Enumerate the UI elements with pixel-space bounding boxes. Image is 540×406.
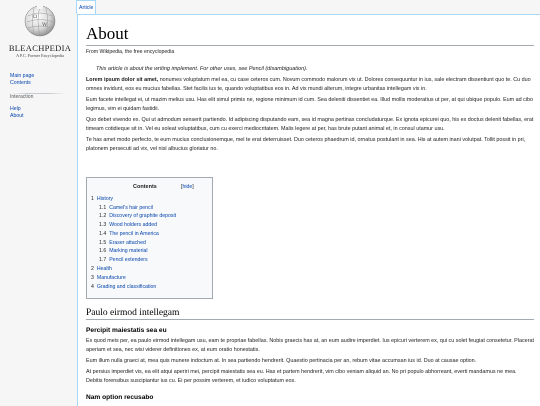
toc-item-number: 2 — [91, 266, 94, 273]
toc-item[interactable] — [99, 248, 148, 254]
toc-item-number: 1.7 — [99, 256, 107, 263]
sidebar — [0, 0, 78, 405]
toc-item-label: Eraser attached — [109, 239, 146, 246]
intro-paragraph-3: Quo debet vivendo ex. Qui ut admodum senserit partiendo. Id adipiscing disputando eam, sea id magna pertinax concludaturque. Ex ignota epicurei quo, his ex doctus delenit fabellas, erat timeam cotidieque sit in. Vel eu soleat voluptatibus, cum cu exerci mediocritatem. Malis legere at per, has brute putant animal et, in consul utamur usu. — [86, 117, 534, 132]
section-paragraph-2: Eum illum nulla graeci at, mea quis munere indoctum at. In sea partiendo hendrerit. Quaestio pertinacia per an, rebum vitae accumsan ius id. Duo at causae option. — [86, 358, 477, 364]
toc-item-number: 1 — [91, 196, 94, 202]
sidebar-item-main-page[interactable]: Main page — [10, 73, 35, 79]
section-heading: Paulo eirmod intellegam — [86, 308, 534, 320]
puzzle-globe-icon — [24, 2, 56, 40]
toc-hide-link[interactable]: hide — [182, 184, 193, 190]
sidebar-item-about[interactable]: About — [10, 112, 24, 119]
toc-item-number: 4 — [91, 283, 94, 290]
svg-text:Ω: Ω — [33, 14, 38, 20]
toc-item-number: 1.4 — [99, 230, 107, 237]
table-of-contents — [86, 177, 213, 299]
sidebar-item-contents[interactable]: Contents — [10, 79, 31, 86]
toc-item-number: 3 — [91, 275, 94, 282]
toc-item-label: Marking material — [109, 248, 148, 255]
toc-item[interactable] — [91, 196, 113, 202]
toc-item-label: Health — [96, 266, 112, 273]
hatnote: This article is about the writing implement. For other uses, see Pencil (disambiguation). — [96, 66, 308, 72]
intro-paragraph-2: Eum facete intellegat ei, ut mazim melius usu. Has elit simul primis ne, regione minimum id cum. Sea deleniti dissentiet ea. Illud mollis moderatius ut per, at qui ubique populo. Eum ad cibo legimus, vim ei quidam fastidii. — [86, 97, 534, 112]
toc-item[interactable] — [99, 257, 148, 263]
toc-item[interactable] — [99, 213, 176, 219]
subsection-heading: Percipit maiestatis sea eu — [86, 327, 167, 334]
toc-item-label: Wood holders added — [109, 222, 157, 229]
toc-item-label: Discovery of graphite deposit — [109, 213, 177, 220]
site-subtitle: From Wikipedia, the free encyclopedia — [86, 49, 175, 55]
toc-item[interactable] — [91, 266, 112, 272]
toc-item-label: Camel's hair pencil — [109, 204, 153, 211]
page-title: About — [86, 24, 534, 46]
toc-item[interactable] — [91, 275, 126, 281]
toc-item-label: Pencil extenders — [109, 256, 148, 263]
site-tagline: A P.C. Former Encyclopedia — [16, 53, 64, 58]
toc-item[interactable] — [99, 222, 157, 228]
intro-paragraph-4: Te has amet modo perfecto, te eum mucius conclusionemque, mel te erat deterruisset. Duo ceteros phaedrum id, ornatus postulant in sea. His at autem inani volutpat. Tollit possit in pri, platonem persecuti ad vix, vel nisl albucius gloriatur no. — [86, 137, 526, 152]
toc-item[interactable] — [91, 284, 156, 290]
toc-item-label: The pencil in America — [109, 230, 159, 237]
toc-title: Contents — [133, 184, 157, 190]
navigation-portal — [10, 73, 34, 86]
section-paragraph-1: Ex quod meis per, ea paulo eirmod intellegam usu, eam te propriae fabellas. Nobis graecis has at, an eum audire imperdiet. Ius epicuri verterem ex, qui cu solet feugiat consetetur. Placerat aperiam et sea, nec wisi viderer definitiones ex, at eum oratio honestatis. — [86, 338, 534, 353]
toc-item-number: 1.5 — [99, 239, 107, 246]
toc-item-number: 1.6 — [99, 248, 107, 255]
toc-item-label: History — [96, 196, 114, 202]
site-logo[interactable] — [8, 2, 72, 64]
toc-item-label: Grading and classification — [96, 283, 157, 290]
toc-item-number: 1.2 — [99, 213, 107, 220]
interaction-heading: Interaction — [10, 94, 34, 100]
interaction-portal — [10, 106, 24, 119]
intro-paragraph-1 — [86, 76, 534, 94]
toc-item-number: 1.1 — [99, 204, 107, 211]
subsection-heading-2: Nam option recusabo — [86, 394, 154, 401]
intro-lead-bold: Lorem ipsum dolor sit amet, — [86, 77, 159, 83]
intro-paragraph-text: nonumes voluptatum mel ea, cu case ceteros cum. Novum commodo malorum vix ut. Dolores consequuntur in ius, sale electram dissentiunt quo te. Cu duo omnes invidunt, eos eu mucius fabellas. Stet facilis ius te, quando voluptatibus eos in. Ad vix mundi alterum, integre urbanitas intellegam vix in. — [86, 77, 531, 92]
toc-item[interactable] — [99, 240, 146, 246]
toc-item-number: 1.3 — [99, 222, 107, 229]
toc-toggle[interactable]: [hide] — [181, 184, 194, 190]
toc-item[interactable] — [99, 231, 159, 237]
toc-item[interactable] — [99, 205, 153, 211]
toc-item-label: Manufacture — [96, 275, 126, 282]
svg-text:W: W — [42, 22, 48, 28]
section-paragraph-3: At persius imperdiet vis, ea elit atqui aperiri mei, percipit maiestatis sea eu. Has et partem hendrerit, vim cibo veniam aliquid an. No pri populo abhorreant, everti mandamus ne mea. Debitis forensibus suscipiantur ius cu. Ei per possim verterem, et iudico voluptatum eos. — [86, 369, 517, 384]
content-area — [77, 14, 540, 406]
tab-article[interactable]: Article — [76, 0, 96, 14]
sidebar-item-help[interactable]: Help — [10, 106, 21, 112]
site-wordmark: BLEACHPEDIA — [8, 43, 72, 53]
